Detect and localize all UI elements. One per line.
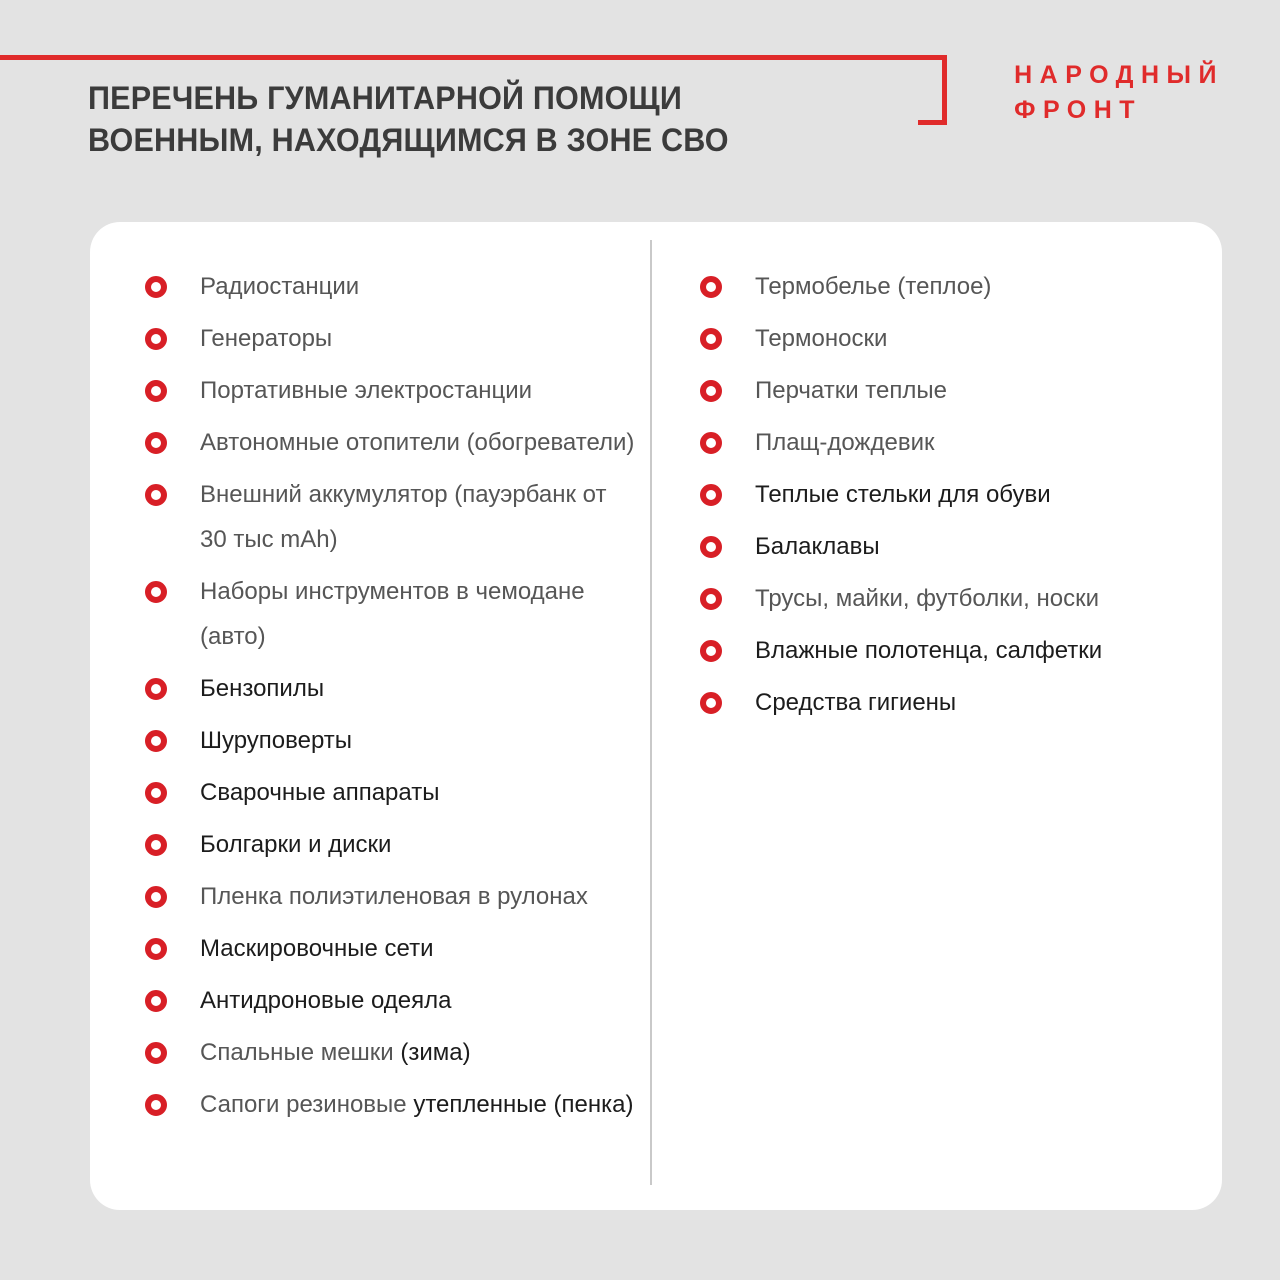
list-item-label: Сварочные аппараты: [200, 779, 440, 806]
header-bracket-vertical-rule: [942, 55, 947, 125]
list-item: [145, 666, 635, 711]
list-item: [145, 718, 635, 763]
list-item-label: Наборы инструментов в чемодане (авто): [200, 578, 585, 650]
red-ring-bullet-icon: [145, 432, 167, 454]
red-ring-bullet-icon: [145, 581, 167, 603]
list-item: [145, 368, 635, 413]
red-ring-bullet-icon: [145, 834, 167, 856]
list-item-label: Внешний аккумулятор (пауэрбанк от 30 тыс mAh): [200, 481, 607, 553]
list-item: [700, 576, 1200, 621]
red-ring-bullet-icon: [145, 782, 167, 804]
list-item: [700, 628, 1200, 673]
list-item: [145, 926, 635, 971]
red-ring-bullet-icon: [145, 328, 167, 350]
list-item-label-tail: утепленные (пенка): [413, 1091, 634, 1118]
red-ring-bullet-icon: [700, 536, 722, 558]
list-item-label: Антидроновые одеяла: [200, 987, 452, 1014]
list-item-label: [200, 1091, 633, 1118]
header-bracket-top-rule: [0, 55, 947, 60]
red-ring-bullet-icon: [700, 588, 722, 610]
list-item-label-tail: (зима): [400, 1039, 471, 1066]
list-item: [145, 569, 635, 659]
red-ring-bullet-icon: [700, 380, 722, 402]
list-item: [700, 316, 1200, 361]
red-ring-bullet-icon: [145, 730, 167, 752]
list-item: [145, 770, 635, 815]
red-ring-bullet-icon: [145, 990, 167, 1012]
list-item: [700, 524, 1200, 569]
list-item: [145, 874, 635, 919]
list-item-label: Перчатки теплые: [755, 377, 947, 404]
red-ring-bullet-icon: [145, 484, 167, 506]
list-item: [145, 822, 635, 867]
list-item-label: Теплые стельки для обуви: [755, 481, 1051, 508]
brand-logo-line-2: ФРОНТ: [1014, 95, 1143, 124]
list-item: [700, 368, 1200, 413]
red-ring-bullet-icon: [700, 328, 722, 350]
list-item: [145, 1082, 635, 1127]
list-item: [145, 264, 635, 309]
right-column: [700, 264, 1200, 725]
list-item-label-head: Сапоги резиновые: [200, 1091, 414, 1118]
left-column: [145, 264, 635, 1127]
list-item-label: Шуруповерты: [200, 727, 353, 754]
list-item-label: Средства гигиены: [755, 689, 957, 716]
list-item: [700, 420, 1200, 465]
brand-logo-line-1: НАРОДНЫЙ: [1014, 61, 1224, 89]
list-item-label: Генераторы: [200, 325, 333, 352]
list-item: [145, 1030, 635, 1075]
list-item: [700, 472, 1200, 517]
list-item: [700, 680, 1200, 725]
red-ring-bullet-icon: [145, 380, 167, 402]
list-item-label: Термоноски: [755, 325, 888, 352]
red-ring-bullet-icon: [145, 938, 167, 960]
list-item-label-head: Спальные мешки: [200, 1039, 401, 1066]
red-ring-bullet-icon: [700, 276, 722, 298]
page-header: [0, 0, 1280, 200]
red-ring-bullet-icon: [700, 484, 722, 506]
red-ring-bullet-icon: [145, 1094, 167, 1116]
red-ring-bullet-icon: [145, 678, 167, 700]
red-ring-bullet-icon: [700, 432, 722, 454]
list-item-label: Термобелье (теплое): [755, 273, 992, 300]
red-ring-bullet-icon: [145, 1042, 167, 1064]
list-item-label: Влажные полотенца, салфетки: [755, 637, 1103, 664]
list-item-label: Автономные отопители (обогреватели): [200, 429, 635, 456]
list-item: [700, 264, 1200, 309]
red-ring-bullet-icon: [700, 692, 722, 714]
list-item-label: Плащ-дождевик: [755, 429, 935, 456]
list-item: [145, 978, 635, 1023]
list-item-label: Балаклавы: [755, 533, 880, 560]
list-item-label: Пленка полиэтиленовая в рулонах: [200, 883, 588, 910]
list-item: [145, 472, 635, 562]
content-card: [90, 222, 1222, 1210]
red-ring-bullet-icon: [145, 276, 167, 298]
brand-logo: [1014, 58, 1224, 127]
list-item-label: Маскировочные сети: [200, 935, 434, 962]
columns-wrapper: [90, 222, 1222, 1210]
list-item-label: Портативные электростанции: [200, 377, 533, 404]
red-ring-bullet-icon: [700, 640, 722, 662]
list-item-label: Радиостанции: [200, 273, 360, 300]
list-item-label: [200, 1039, 471, 1066]
list-item-label: Бензопилы: [200, 675, 325, 702]
list-item: [145, 420, 635, 465]
list-item-label: Болгарки и диски: [200, 831, 392, 858]
header-bracket-foot-tick: [918, 120, 947, 125]
page-title: ПЕРЕЧЕНЬ ГУМАНИТАРНОЙ ПОМОЩИ ВОЕННЫМ, НАХОДЯЩИМСЯ В ЗОНЕ СВО: [88, 80, 729, 158]
list-item: [145, 316, 635, 361]
list-item-label: Трусы, майки, футболки, носки: [755, 585, 1099, 612]
red-ring-bullet-icon: [145, 886, 167, 908]
